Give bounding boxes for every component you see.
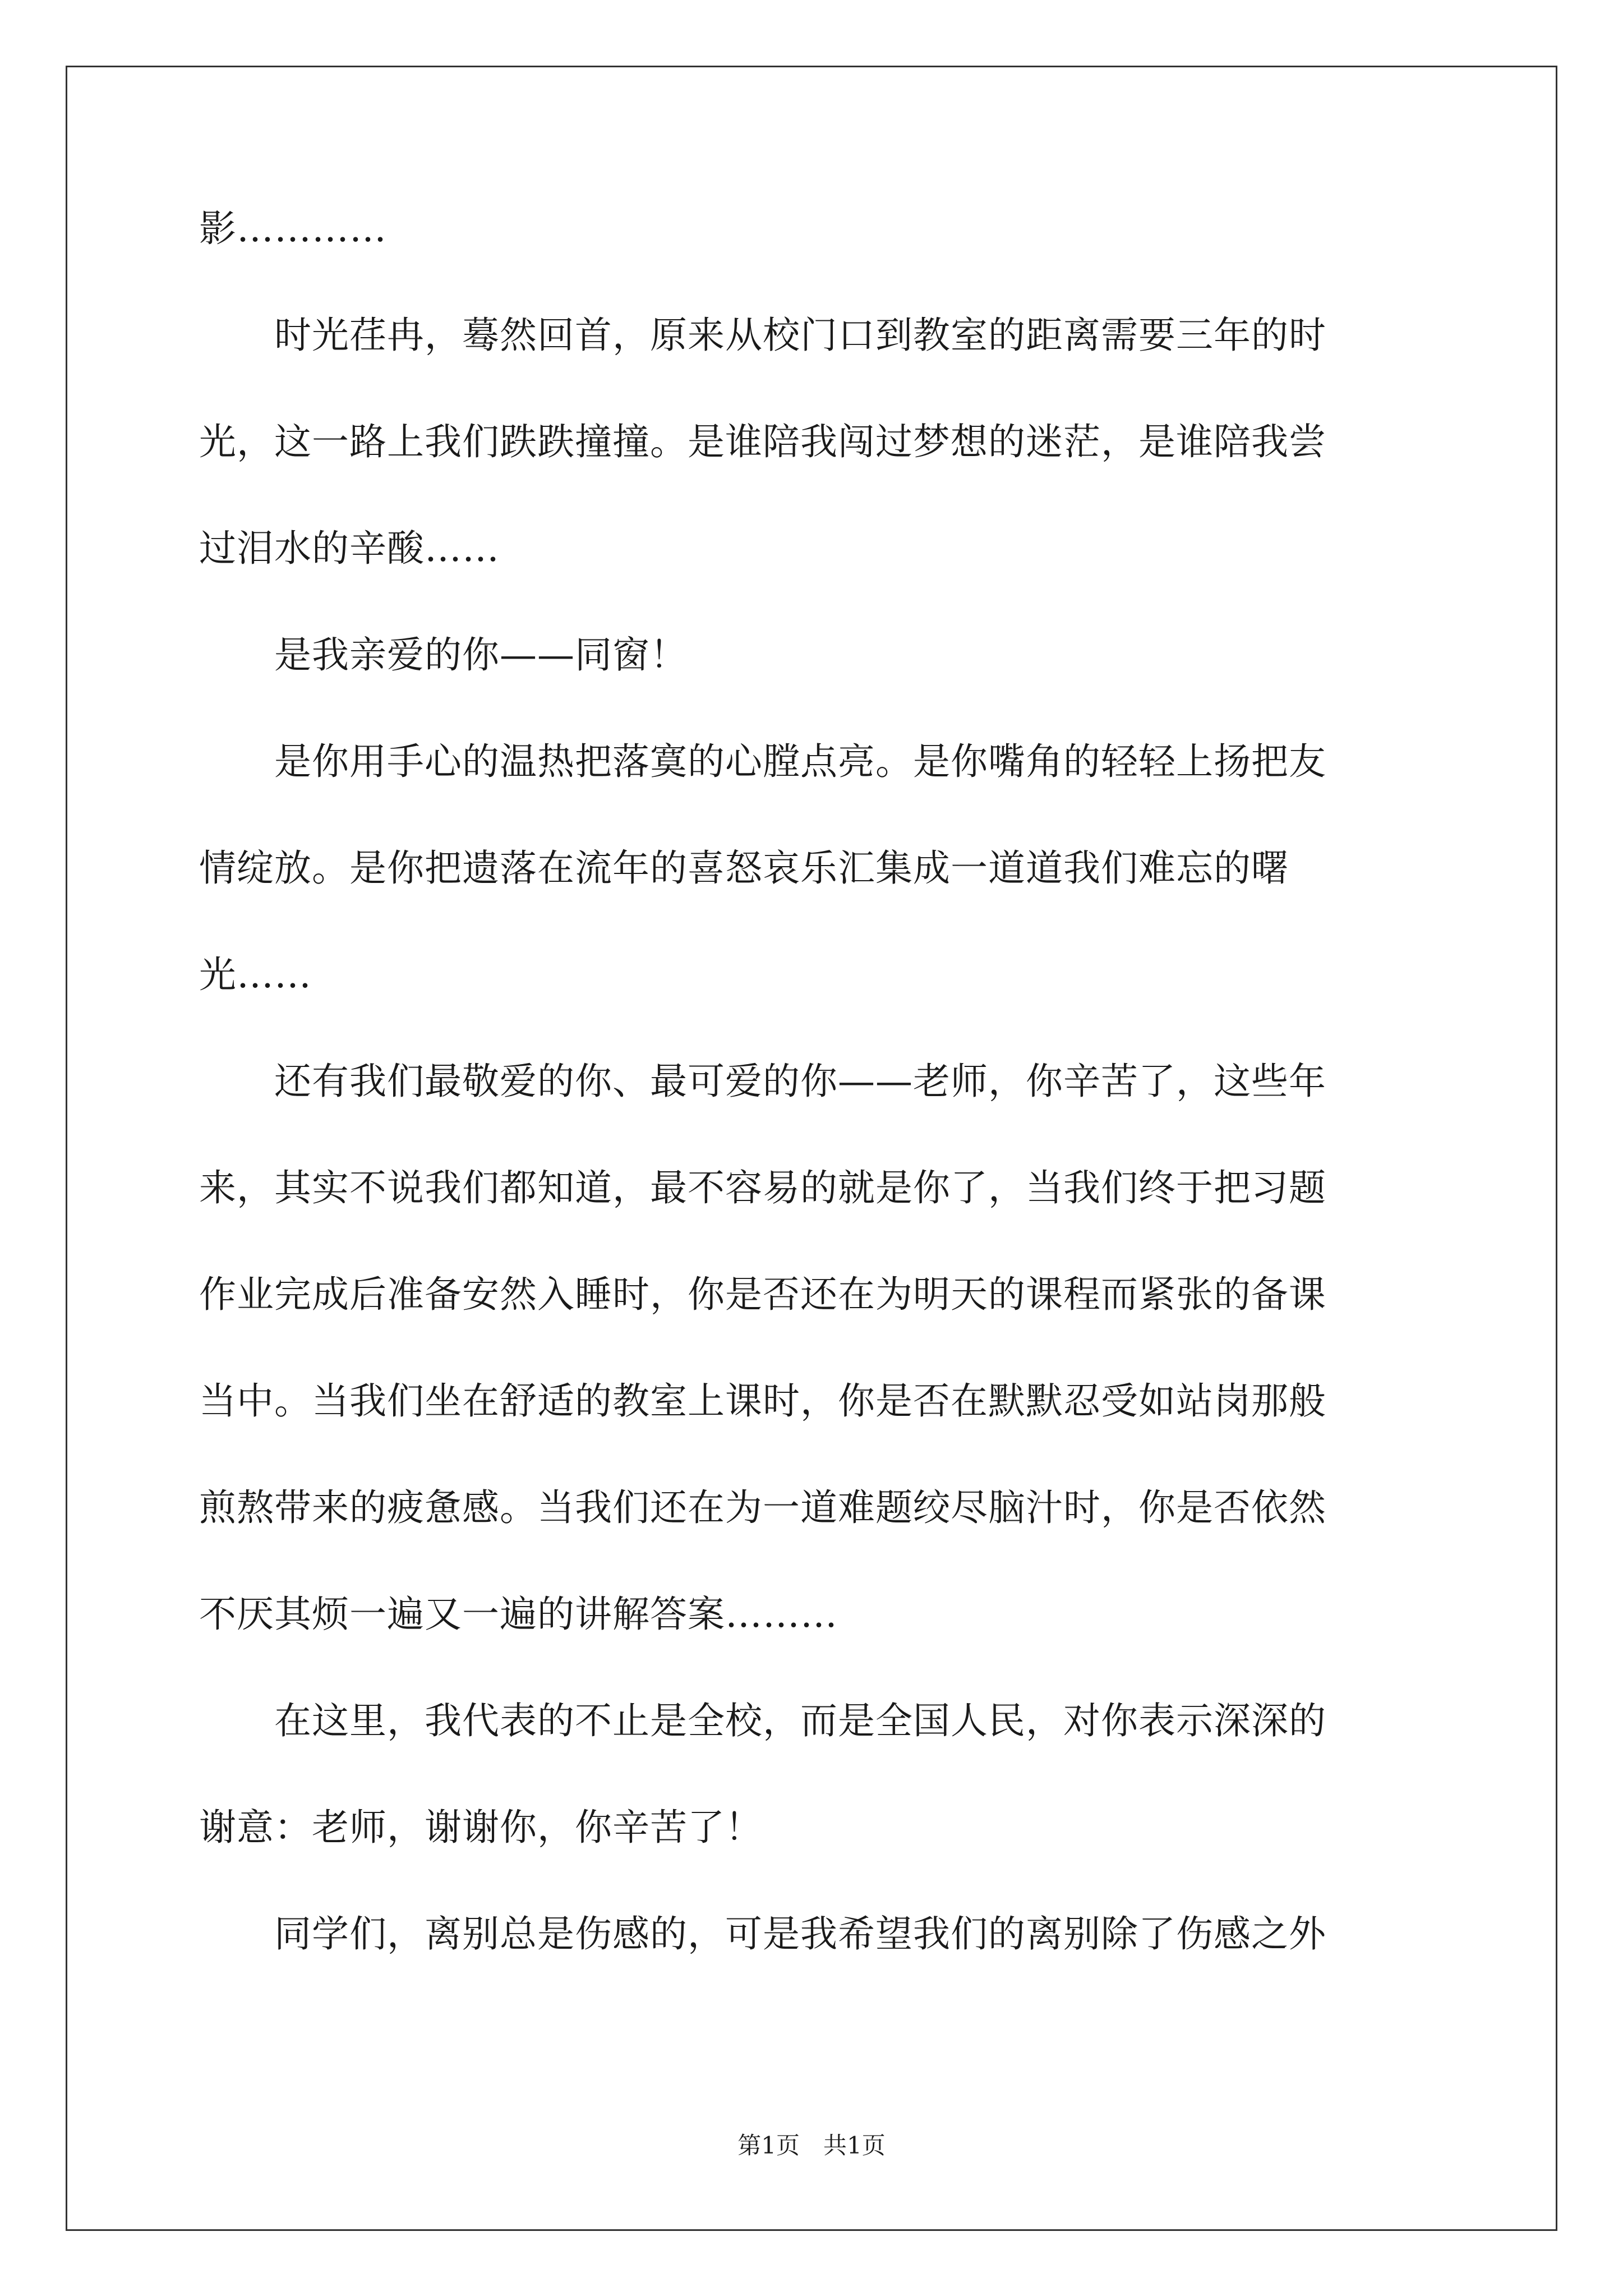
text-line: 影………… [199, 207, 387, 250]
text-line: 光…… [199, 953, 312, 996]
text-line: 在这里，我代表的不止是全校，而是全国人民，对你表示深深的 [199, 1699, 1326, 1742]
text-line: 是你用手心的温热把落寞的心膛点亮。是你嘴角的轻轻上扬把友 [199, 740, 1326, 783]
text-line: 谢意：老师，谢谢你，你辛苦了！ [199, 1806, 763, 1849]
text-line: 同学们，离别总是伤感的，可是我希望我们的离别除了伤感之外 [199, 1912, 1326, 1955]
page-border [66, 66, 1557, 2231]
text-line: 当中。当我们坐在舒适的教室上课时，你是否在默默忍受如站岗那般 [199, 1379, 1326, 1423]
text-line: 不厌其烦一遍又一遍的讲解答案……… [199, 1593, 838, 1636]
page-number: 第1页 共1页 [737, 2132, 886, 2159]
text-line: 作业完成后准备安然入睡时，你是否还在为明天的课程而紧张的备课 [199, 1273, 1326, 1316]
text-line: 是我亲爱的你——同窗！ [199, 633, 688, 677]
text-line: 还有我们最敬爱的你、最可爱的你——老师，你辛苦了，这些年 [199, 1060, 1326, 1103]
text-line: 煎熬带来的疲惫感。当我们还在为一道难题绞尽脑汁时，你是否依然 [199, 1486, 1326, 1529]
text-line: 来，其实不说我们都知道，最不容易的就是你了，当我们终于把习题 [199, 1166, 1326, 1209]
text-line: 情绽放。是你把遗落在流年的喜怒哀乐汇集成一道道我们难忘的曙 [199, 846, 1289, 890]
text-line: 时光荏冉，蓦然回首，原来从校门口到教室的距离需要三年的时 [199, 314, 1326, 357]
text-line: 光，这一路上我们跌跌撞撞。是谁陪我闯过梦想的迷茫，是谁陪我尝 [199, 420, 1326, 463]
text-line: 过泪水的辛酸…… [199, 527, 500, 570]
